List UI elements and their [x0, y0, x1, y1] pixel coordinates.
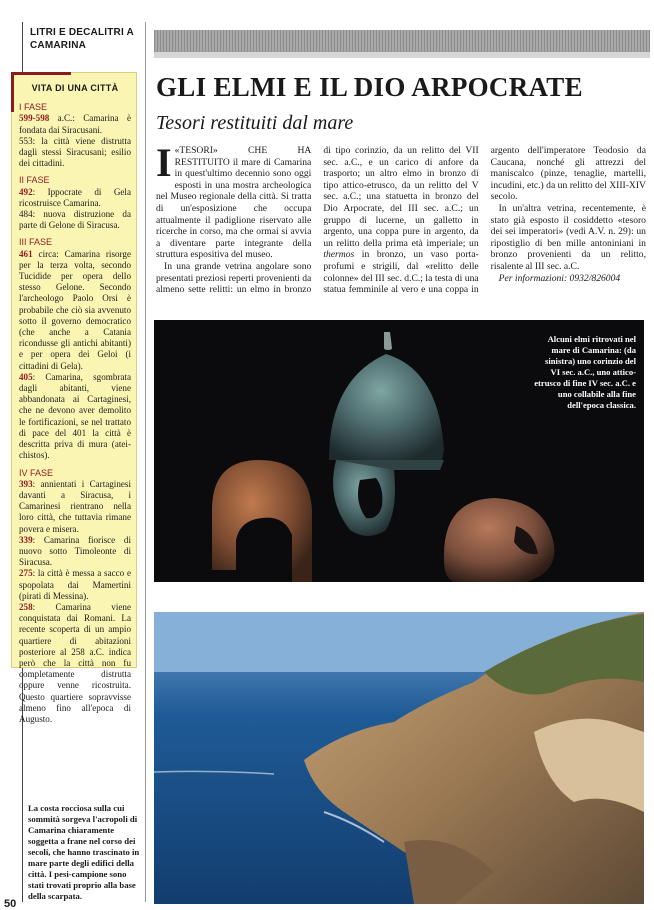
timeline-event [19, 372, 131, 462]
contact-info: Per informazioni: 0932/826004 [498, 272, 621, 284]
paragraph-2-text: In una grande vetrina angolare sono presentati preziosi reperti provenienti da almeno sette relitti: un elmo in bronzo di tipo corinzio, da un relitto del VII sec. a.C., e un carico di anfore da trasporto; un altro elmo in bronzo di tipo attico-etrusco, da un relitto del V sec. a.C.; una statuetta in bronzo del Dio Arpocrate, del III sec. a.C.; un gruppo di lucerne, un galletto in argento, una coppa pure in argento, da un relitto della prima età imperiale; un [156, 145, 479, 296]
paragraph-1 [156, 140, 312, 261]
event-text: : Camarina, sgombrata dagli abitanti, viene abbandonata ai Cartaginesi, che ne devono aver demolito le fortificazioni, se nel trattato di pace del 401 la città è descritta priva di mura (atei-chistos). [19, 371, 131, 461]
sidebar-header: LITRI E DECALITRI A CAMARINA [30, 27, 134, 51]
timeline-event [19, 568, 131, 602]
header-bar-shadow [154, 52, 650, 58]
timeline-title: VITA DI UNA CITTÀ [31, 83, 119, 93]
timeline-event [19, 602, 131, 725]
coast-photo [154, 612, 644, 904]
timeline-event [19, 187, 131, 209]
paragraph-2-end: in bronzo, un vaso porta-profumi e strigili, dal «relitto delle colonne» del III sec. d.C.; la testa di una statua femminile al vero e una coppa in argento dell'imperatore Teodosio da Caucana, nonché gli attrezzi del maniscalco (pinze, tenaglie, martelli, incudini, etc.) da un relitto del XIII-XIV secolo. [323, 145, 646, 296]
paragraph-2-italic: thermos [323, 249, 355, 261]
helmets-caption: Alcuni elmi ritrovati nel mare di Camarina: (da sinistra) uno corinzio del VI sec. a.C., uno attico-etrusco di fine IV sec. a.C. e uno collabile alla fine dell'epoca classica. [534, 334, 636, 410]
event-text: : Ippocrate di Gela ricostruisce Camarina. [19, 186, 131, 208]
timeline-accent-vertical [11, 72, 14, 112]
timeline-accent [11, 72, 71, 75]
helmets-photo [154, 320, 644, 582]
drop-cap: I [156, 140, 172, 185]
coast-caption: La costa rocciosa sulla cui sommità sorgeva l'acropoli di Camarina chiaramente soggetta a frane nel corso dei secoli, che hanno trascinato in mare parte degli edifici della città. I pesi-campione sono stati trovati proprio alla base della scarpata. [28, 803, 140, 901]
timeline-phase: I FASE [19, 102, 48, 113]
event-text: 553: la città viene distrutta dagli stessi Siracusani; esilio dei cittadini. [19, 135, 131, 169]
event-text: a.C.: Camarina è fondata dai Siracusani. [19, 113, 131, 135]
timeline-event [19, 479, 131, 535]
timeline-event [19, 249, 131, 372]
coast-illustration [154, 612, 644, 904]
timeline-phase: IV FASE [19, 467, 54, 478]
paragraph-3 [491, 203, 646, 273]
event-date: 461 [19, 248, 33, 259]
timeline-event [19, 209, 131, 231]
event-date: 393 [19, 478, 33, 489]
timeline-body [19, 102, 131, 725]
event-date: 599-598 [19, 113, 50, 124]
article-title: GLI ELMI E IL DIO ARPOCRATE [156, 72, 583, 102]
event-date: 492 [19, 186, 33, 197]
timeline-phase: II FASE [19, 175, 50, 186]
event-date: 258 [19, 601, 33, 612]
event-text: circa: Camarina risorge per la terza volta, secondo Tucidide per opera dello stesso Gelone. Secondo l'archeologo Paolo Orsi è probabile che ciò sia avvenuto sotto il governo democratico (che anche a Catania ricondusse gli antichi abitanti) e per opera dei Geloi (i cittadini di Gela). [19, 248, 131, 371]
page-number: 50 [4, 898, 17, 910]
event-date: 405 [19, 371, 33, 382]
article-subtitle: Tesori restituiti dal mare [156, 112, 354, 134]
event-date: 339 [19, 534, 33, 545]
timeline-event [19, 535, 131, 569]
event-text: : Camarina fiorisce di nuovo sotto Timoleonte di Siracusa. [19, 534, 131, 568]
event-text: : annientati i Cartaginesi davanti a Siracusa, i Camarinesi rientrano nella loro città, che tuttavia rimane povera e misera. [19, 478, 131, 534]
paragraph-1-text: «TESORI» CHE HA RESTITUITO il mare di Camarina in quest'ultimo decennio sono oggi esposti in una mostra archeologica nel Museo regionale della città. Si tratta di un'esposizione che occupa attualmente il padiglione riservato alle ricerche in corso, ma che ormai si avvia a diventare parte integrante della struttura espositiva del museo. [156, 145, 312, 261]
paragraph-3-text: In un'altra vetrina, recentemente, è stato già esposto il cosiddetto «tesoro dei sei imperatori» (vedi A.V. n. 29): un ripostiglio di ben mille antoniniani in bronzo provenienti da un relitto, risalente al III sec. a.C. [490, 202, 646, 272]
timeline-box [11, 72, 137, 724]
column-rule [145, 22, 146, 902]
event-text: : la città è messa a sacco e spopolata dai Mamertini (pirati di Messina). [19, 568, 131, 601]
timeline-phase: III FASE [19, 237, 53, 248]
event-text: : Camarina viene conquistata dai Romani. La recente scoperta di un ampio quartiere di abitazioni posteriore al 258 a.C. indica però che la città non fu completamente distrutta oppure venne ricostruita. Questo quartiere sopravvisse almeno fino all'epoca di Augusto. [19, 601, 131, 724]
article-body [156, 140, 646, 313]
timeline-event [19, 113, 131, 135]
event-text: 484: nuova distruzione da parte di Gelone di Siracusa. [19, 209, 131, 231]
header-bar [154, 30, 650, 52]
timeline-event [19, 136, 131, 170]
event-date: 275 [19, 568, 33, 579]
